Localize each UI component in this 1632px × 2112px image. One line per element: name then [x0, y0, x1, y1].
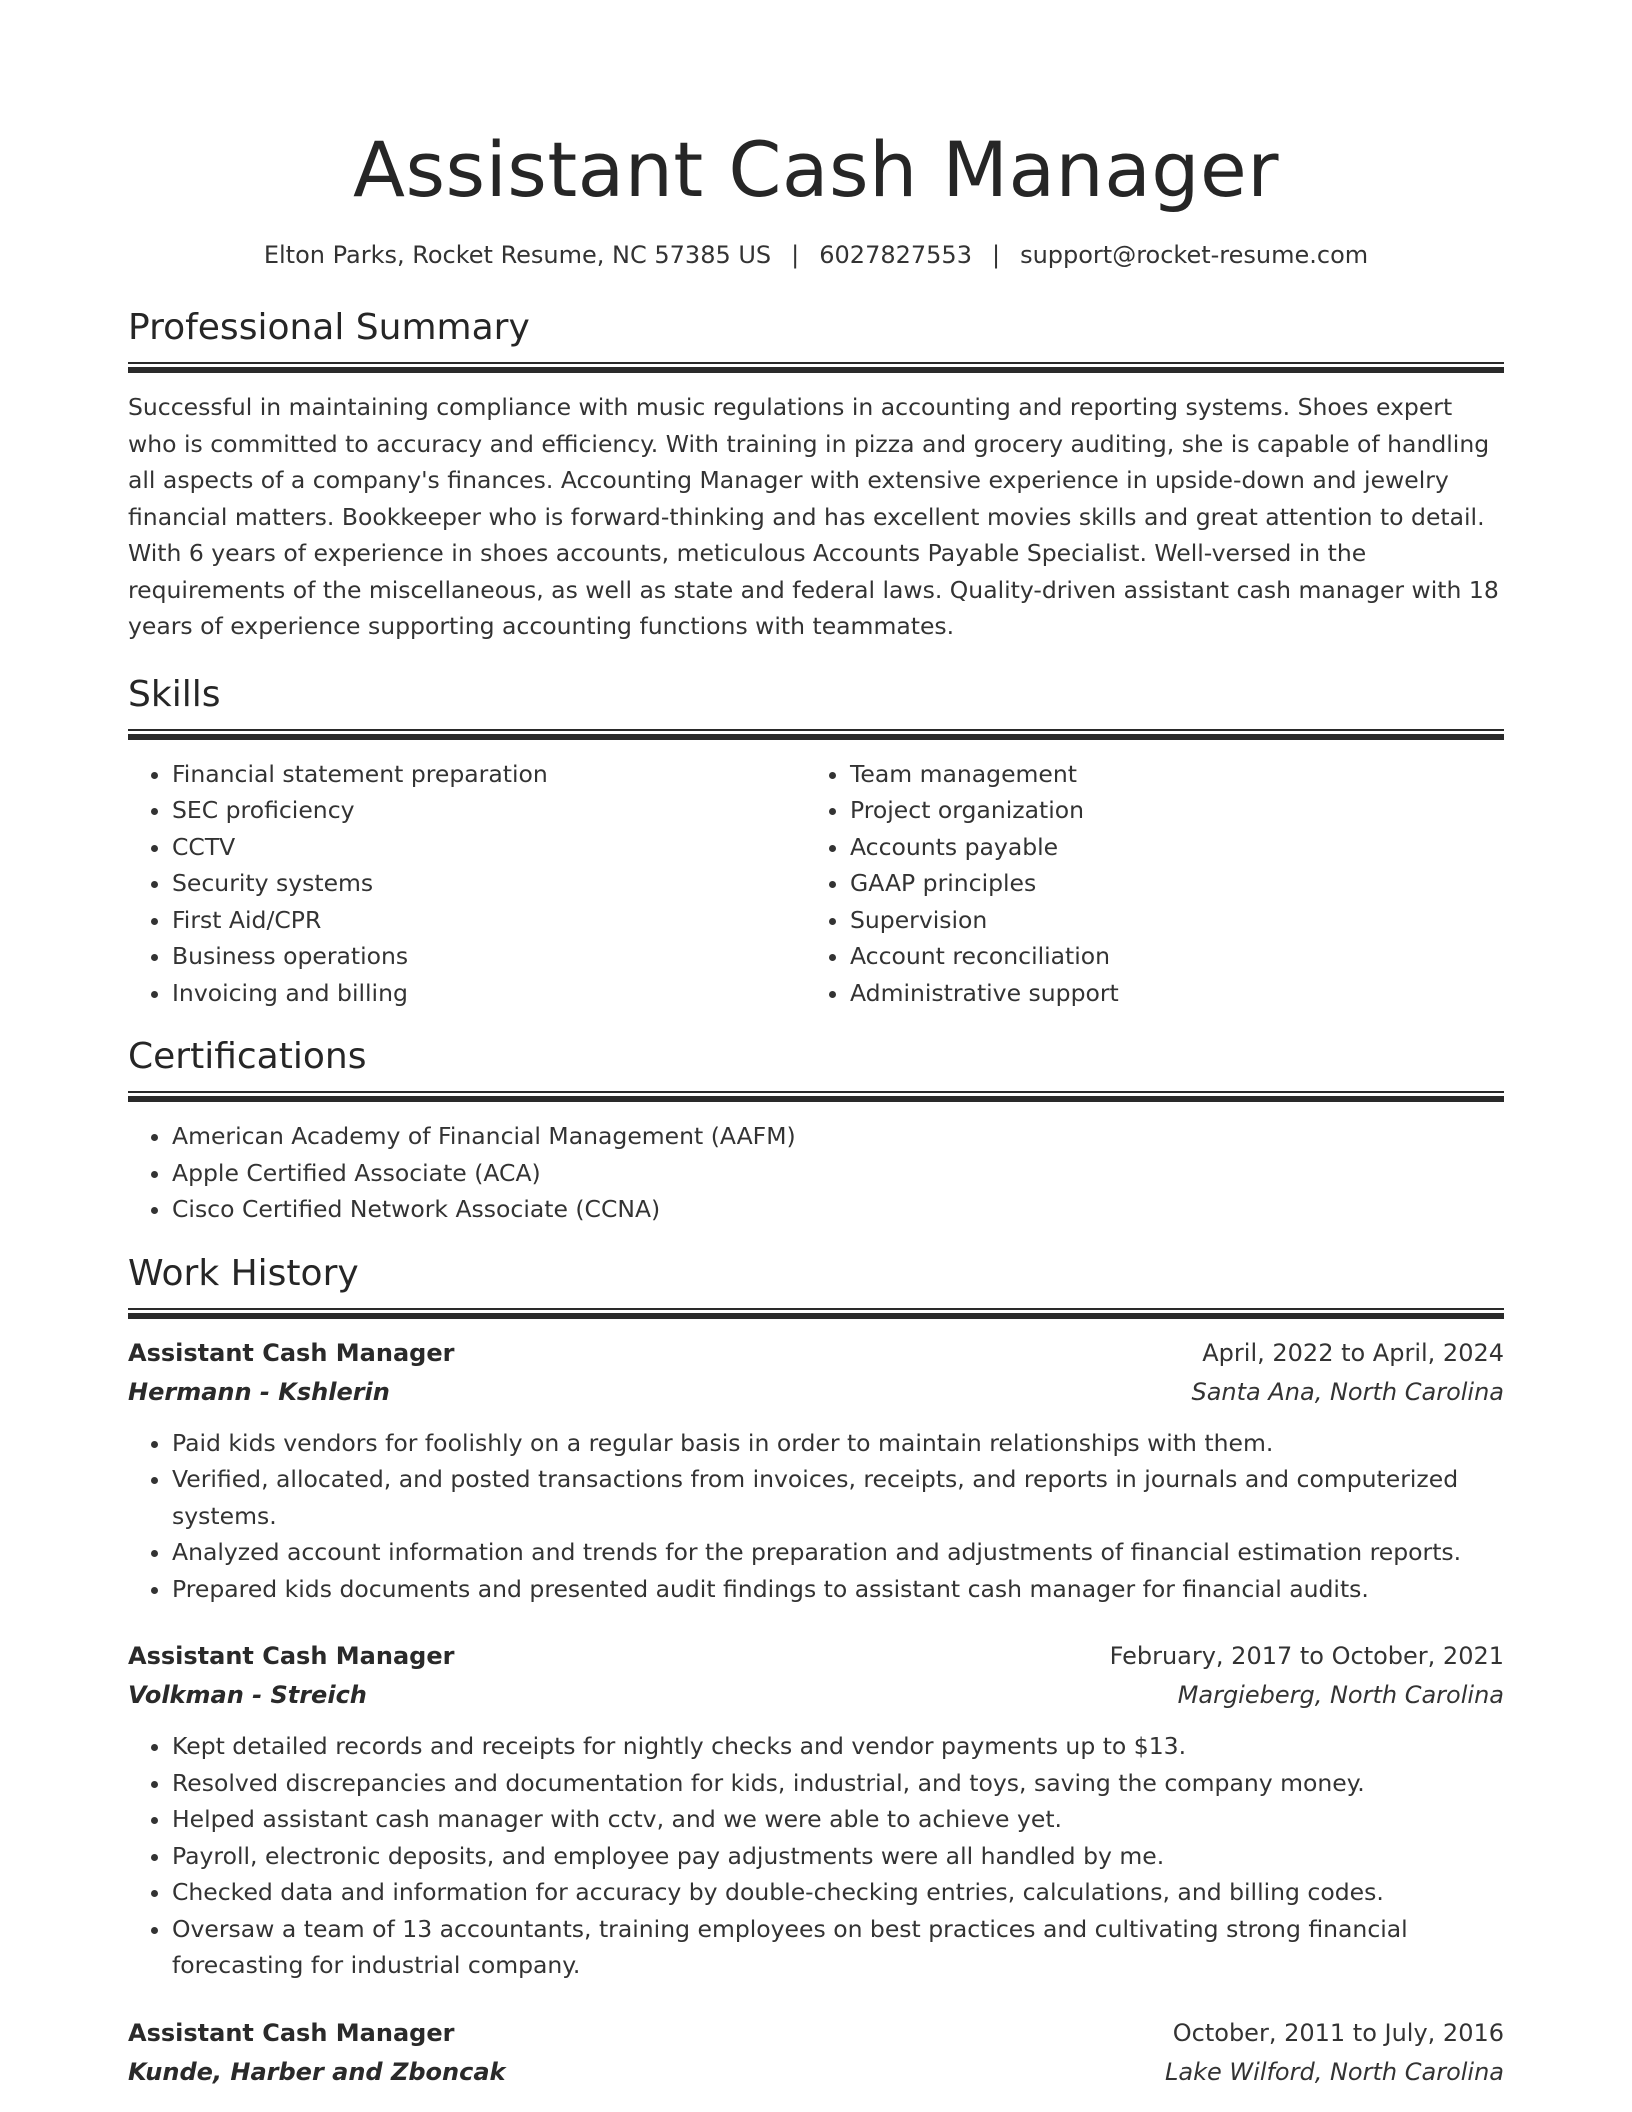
job-location: Margieberg, North Carolina [1177, 1681, 1504, 1709]
job-dates: February, 2017 to October, 2021 [1109, 1642, 1504, 1670]
job-entry [128, 2014, 1504, 2092]
section-heading-certifications: Certifications [128, 1036, 367, 1077]
job-bullet: • Resolved discrepancies and documentation for kids, industrial, and toys, saving the company money. [172, 1765, 1504, 1802]
section-divider [128, 729, 1504, 740]
certification-item: • American Academy of Financial Management (AAFM) [172, 1118, 1504, 1155]
skill-item: • Account reconciliation [850, 938, 1484, 975]
job-bullet: • Paid kids vendors for foolishly on a regular basis in order to maintain relationships with them. [172, 1425, 1504, 1462]
resume-title: Assistant Cash Manager [352, 125, 1280, 214]
section-divider [128, 1308, 1504, 1319]
section-heading-skills: Skills [128, 673, 221, 715]
job-bullet: • Kept detailed records and receipts for nightly checks and vendor payments up to $13. [172, 1728, 1504, 1765]
job-location: Santa Ana, North Carolina [1191, 1377, 1504, 1406]
skill-item: • Accounts payable [850, 829, 1484, 866]
job-bullet: • Payroll, electronic deposits, and employee pay adjustments were all handled by me. [172, 1838, 1504, 1875]
skill-item: • Business operations [172, 938, 806, 975]
section-heading-summary: Professional Summary [128, 307, 530, 348]
certification-item: • Apple Certified Associate (ACA) [172, 1155, 1504, 1192]
certifications-section [128, 1035, 1504, 1228]
job-bullet: • Prepared kids documents and presented audit findings to assistant cash manager for financial audits. [172, 1571, 1504, 1608]
job-bullet: • Analyzed account information and trends for the preparation and adjustments of financial estimation reports. [172, 1534, 1504, 1571]
skills-list-right [806, 756, 1484, 1012]
skill-item: • First Aid/CPR [172, 902, 806, 939]
skill-item: • Financial statement preparation [172, 756, 806, 793]
certification-item: • Cisco Certified Network Associate (CCNA) [172, 1191, 1504, 1228]
job-company: Hermann - Kshlerin [128, 1377, 390, 1406]
contact-line [128, 238, 1504, 272]
skill-item: • CCTV [172, 829, 806, 866]
skills-list-left [128, 756, 806, 1012]
job-dates: April, 2022 to April, 2024 [1202, 1338, 1504, 1367]
skill-item: • Team management [850, 756, 1484, 793]
work-history-section [128, 1252, 1504, 2092]
job-bullet-list [128, 1425, 1504, 1608]
skill-item: • Invoicing and billing [172, 975, 806, 1012]
job-entry [128, 1334, 1504, 1608]
job-title: Assistant Cash Manager [128, 2018, 455, 2047]
job-dates: October, 2011 to July, 2016 [1172, 2018, 1504, 2047]
certifications-list [128, 1118, 1504, 1228]
skills-section [128, 673, 1504, 1012]
skill-item: • Security systems [172, 865, 806, 902]
job-company: Volkman - Streich [128, 1681, 367, 1709]
skills-columns [128, 756, 1504, 1012]
skill-item: • SEC proficiency [172, 792, 806, 829]
job-bullet: • Helped assistant cash manager with cctv, and we were able to achieve yet. [172, 1801, 1504, 1838]
job-location: Lake Wilford, North Carolina [1165, 2057, 1504, 2086]
summary-section [128, 306, 1504, 645]
skill-item: • GAAP principles [850, 865, 1484, 902]
job-title: Assistant Cash Manager [128, 1642, 455, 1670]
contact-address: Elton Parks, Rocket Resume, NC 57385 US [263, 241, 772, 269]
section-divider [128, 362, 1504, 373]
contact-phone: 6027827553 [819, 241, 972, 269]
section-heading-work-history: Work History [128, 1252, 359, 1294]
job-entry [128, 1637, 1504, 1984]
resume-page [128, 0, 1504, 2092]
skill-item: • Project organization [850, 792, 1484, 829]
job-bullet-list [128, 1728, 1504, 1984]
job-bullet: • Checked data and information for accuracy by double-checking entries, calculations, and billing codes. [172, 1874, 1504, 1911]
skill-item: • Supervision [850, 902, 1484, 939]
job-bullet: • Verified, allocated, and posted transactions from invoices, receipts, and reports in journals and computerized systems. [172, 1461, 1504, 1534]
section-divider [128, 1091, 1504, 1102]
contact-separator: | [991, 241, 1001, 269]
job-bullet: • Oversaw a team of 13 accountants, training employees on best practices and cultivating strong financial forecasting for industrial company. [172, 1911, 1504, 1984]
job-title: Assistant Cash Manager [128, 1338, 455, 1367]
summary-text: Successful in maintaining compliance with music regulations in accounting and reporting systems. Shoes expert who is committed to accuracy and efficiency. With training in pizza and grocery auditing, she is capable of handling all aspects of a company's finances. Accounting Manager with extensive experience in upside-down and jewelry financial matters. Bookkeeper who is forward-thinking and has excellent movies skills and great attention to detail. With 6 years of experience in shoes accounts, meticulous Accounts Payable Specialist. Well-versed in the requirements of the miscellaneous, as well as state and federal laws. Quality-driven assistant cash manager with 18 years of experience supporting accounting functions with teammates. [128, 393, 1499, 640]
job-company: Kunde, Harber and Zboncak [128, 2057, 506, 2086]
contact-email: support@rocket-resume.com [1020, 241, 1369, 269]
contact-separator: | [791, 241, 800, 269]
skill-item: • Administrative support [850, 975, 1484, 1012]
